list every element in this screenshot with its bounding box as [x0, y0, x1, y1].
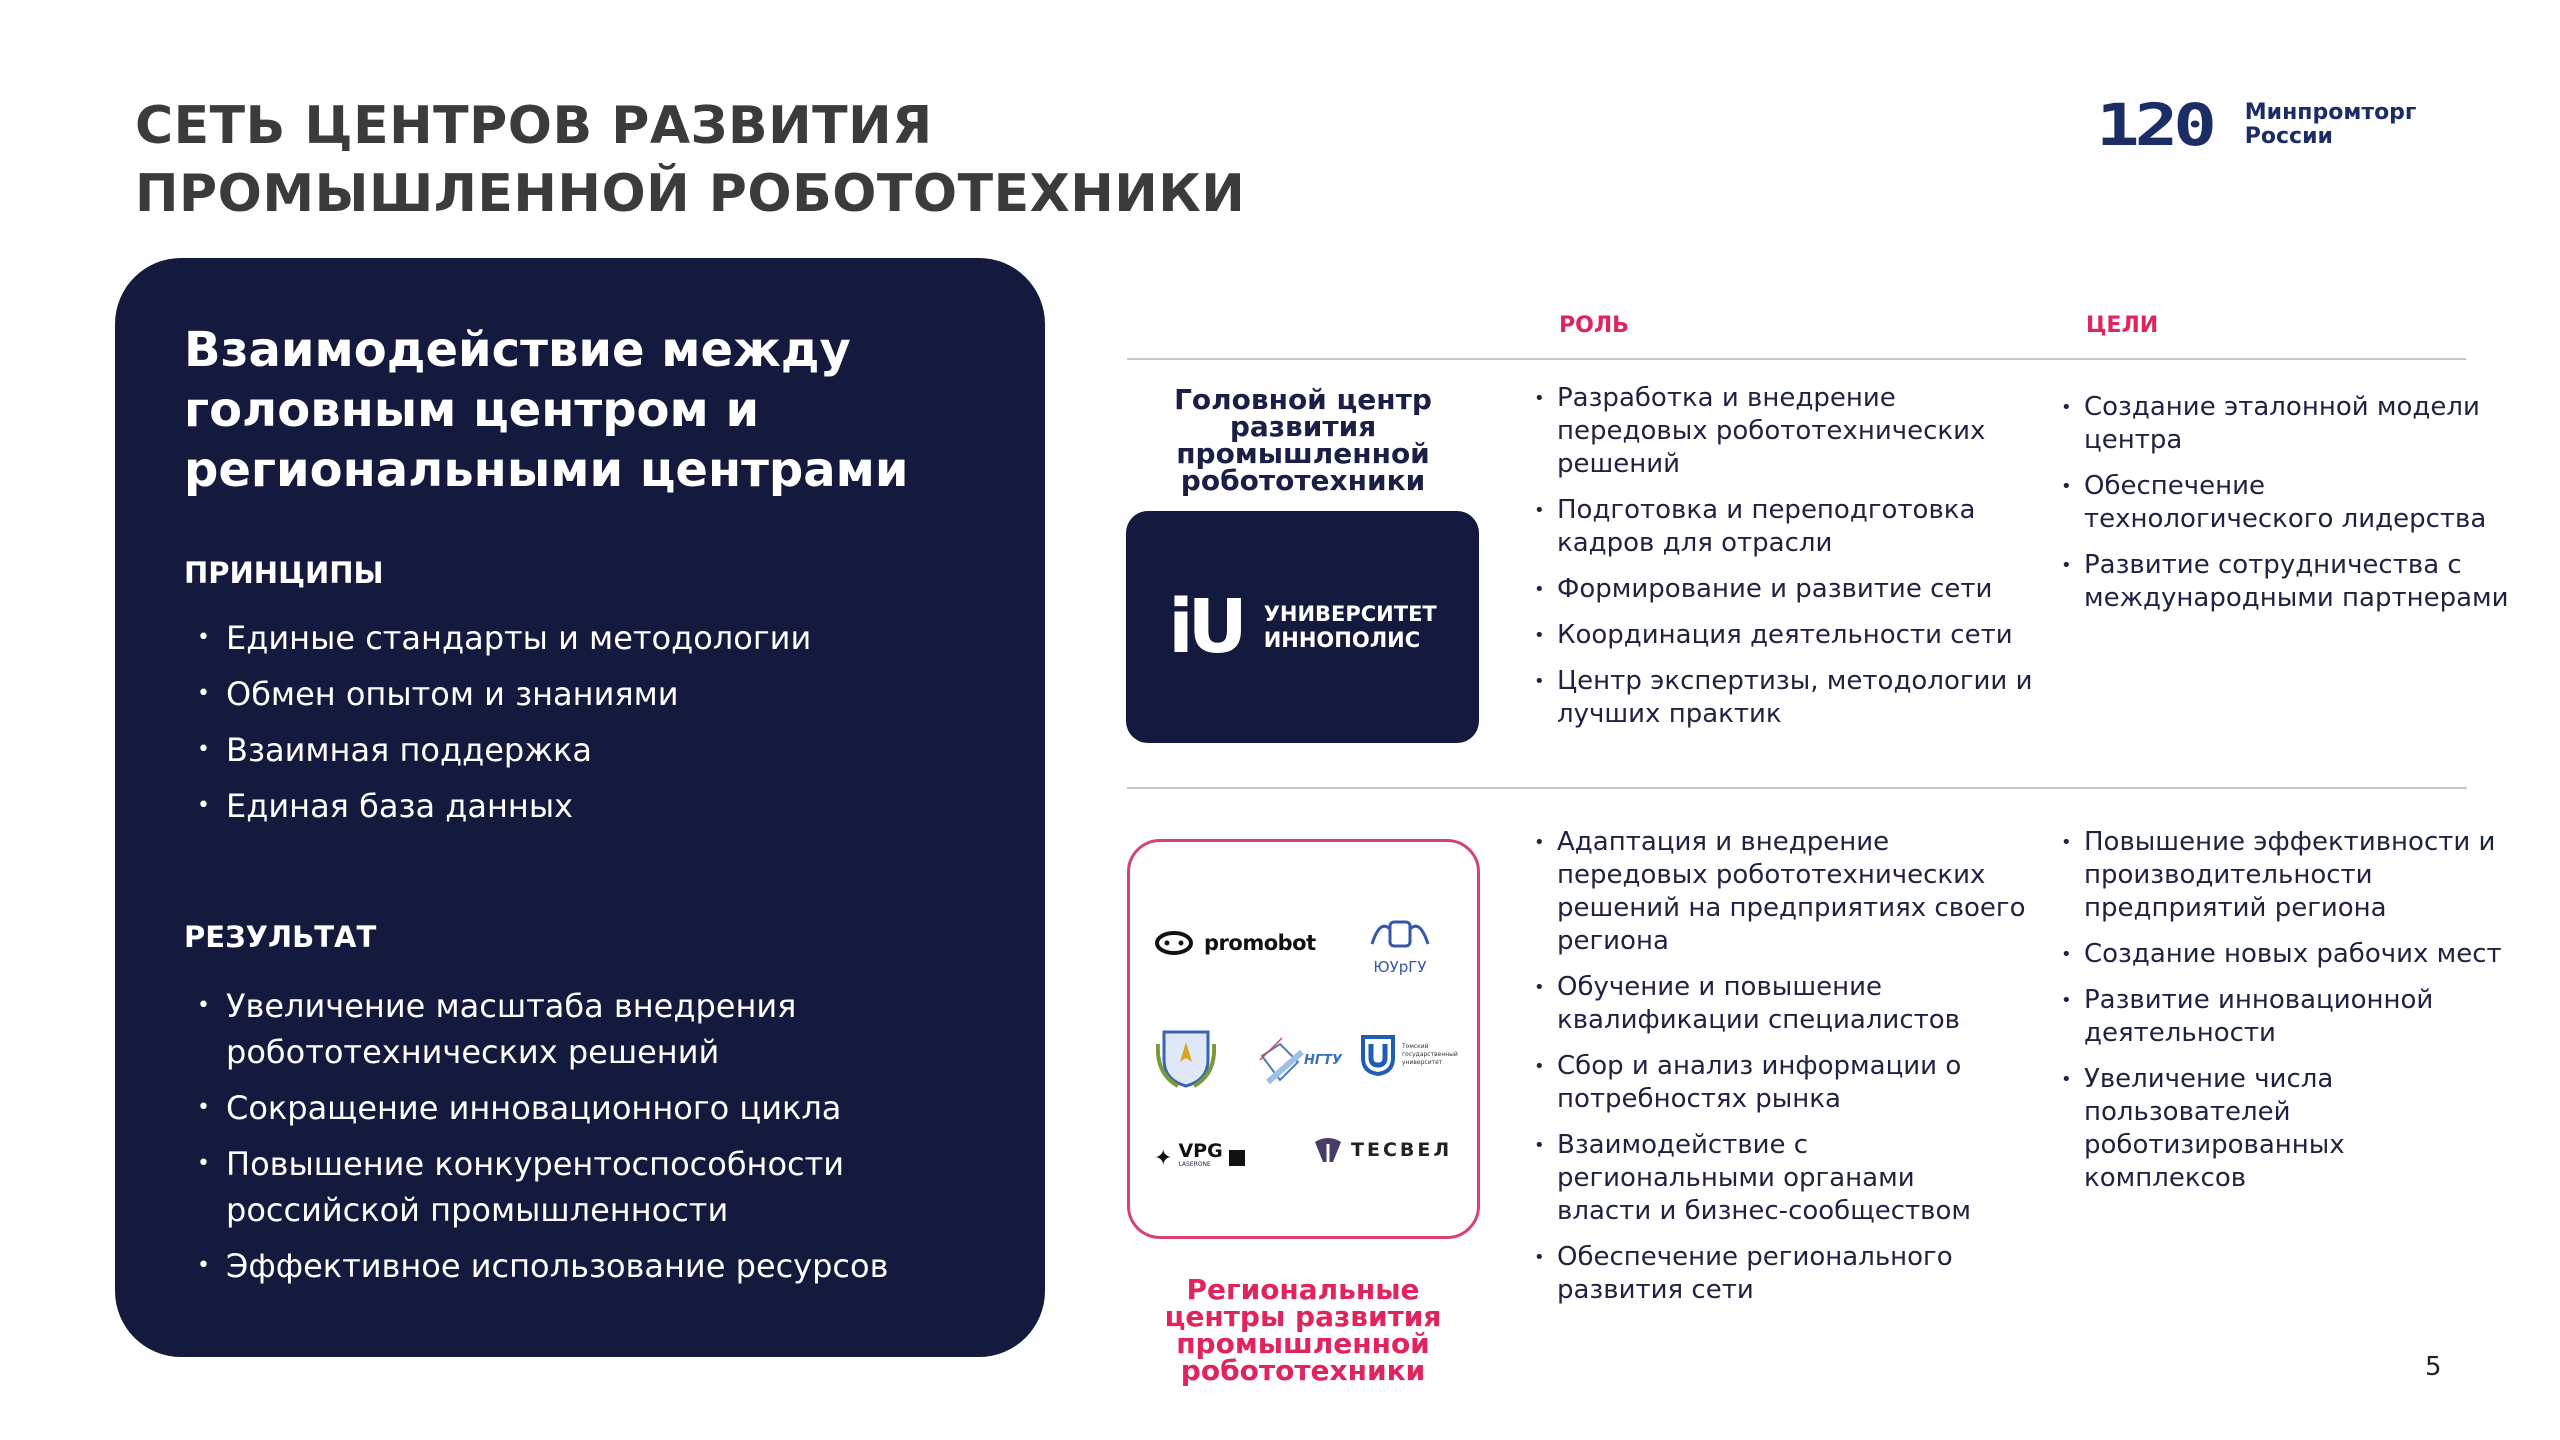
principles-list — [197, 615, 997, 839]
head-center-label: Головной центр развития промышленной робототехники — [1174, 383, 1432, 497]
susu-emblem-icon — [1370, 914, 1430, 954]
page-title — [135, 92, 1245, 228]
interaction-card — [115, 258, 1045, 1357]
vpg-subtext: LASERONE — [1178, 1161, 1211, 1168]
list-item: • Развитие инновационной деятельности — [2061, 984, 2531, 1050]
logo-text — [2245, 101, 2417, 149]
ngtu-emblem-icon — [1258, 1036, 1304, 1084]
list-item: • Взаимная поддержка — [197, 727, 997, 773]
divider — [1127, 787, 2467, 789]
list-item: • Подготовка и переподготовка кадров для отрасли — [1534, 494, 2044, 560]
regional-goals-list — [2061, 826, 2531, 1208]
column-header-role: РОЛЬ — [1559, 313, 1629, 338]
tsu-text: Томский государственный университет — [1402, 1043, 1458, 1066]
list-item: • Увеличение числа пользователей роботизированных комплексов — [2061, 1063, 2381, 1195]
list-item: • Единые стандарты и методологии — [197, 615, 997, 661]
innopolis-line-2: ИННОПОЛИС — [1263, 628, 1421, 652]
list-item: • Формирование и развитие сети — [1534, 573, 2044, 606]
regional-logos-box — [1127, 839, 1480, 1239]
logo-line-2: России — [2244, 124, 2333, 149]
promobot-face-icon — [1154, 930, 1194, 956]
list-item: • Сбор и анализ информации о потребностях рынка — [1534, 1050, 2044, 1116]
vpg-text: VPG — [1178, 1140, 1223, 1162]
principles-title: ПРИНЦИПЫ — [184, 556, 384, 590]
susu-logo — [1370, 914, 1430, 976]
title-line-2: ПРОМЫШЛЕННОЙ РОБОТОТЕХНИКИ — [135, 164, 1246, 224]
list-item: • Обучение и повышение квалификации специалистов — [1534, 971, 2044, 1037]
sofl-icon — [1229, 1150, 1245, 1166]
innopolis-text — [1264, 601, 1437, 653]
tesvel-text: ТЕСВЕЛ — [1351, 1139, 1453, 1161]
innopolis-line-1: УНИВЕРСИТЕТ — [1263, 602, 1437, 626]
results-title: РЕЗУЛЬТАТ — [184, 920, 377, 954]
tesvel-logo — [1313, 1136, 1452, 1164]
results-list — [197, 983, 917, 1299]
tsu-shield-icon — [1360, 1034, 1396, 1076]
list-item: • Создание новых рабочих мест — [2061, 938, 2531, 971]
list-item: • Обеспечение технологического лидерства — [2061, 470, 2521, 536]
list-item: • Обмен опытом и знаниями — [197, 671, 997, 717]
ngtu-text: НГТУ — [1304, 1052, 1343, 1068]
head-goals-list — [2061, 391, 2521, 628]
innopolis-mark: iU — [1168, 584, 1242, 670]
vpg-logo — [1154, 1140, 1245, 1172]
promobot-logo — [1154, 930, 1316, 956]
innopolis-logo — [1126, 511, 1479, 743]
star-icon: ✦ — [1154, 1145, 1173, 1171]
bmstu-coat-of-arms-icon — [1156, 1024, 1216, 1088]
list-item: • Создание эталонной модели центра — [2061, 391, 2521, 457]
list-item: • Единая база данных — [197, 783, 997, 829]
card-heading: Взаимодействие между головным центром и региональными центрами — [184, 322, 909, 498]
list-item: • Сокращение инновационного цикла — [197, 1085, 917, 1131]
list-item: • Развитие сотрудничества с международными партнерами — [2061, 549, 2521, 615]
title-line-1: СЕТЬ ЦЕНТРОВ РАЗВИТИЯ — [135, 96, 933, 156]
logo-line-1: Минпромторг — [2244, 100, 2417, 125]
promobot-text: promobot — [1204, 931, 1316, 955]
minpromtorg-logo — [2096, 91, 2417, 159]
list-item: • Эффективное использование ресурсов — [197, 1243, 917, 1289]
logo-number: 120 — [2096, 91, 2212, 159]
list-item: • Координация деятельности сети — [1534, 619, 2044, 652]
list-item: • Повышение эффективности и производительности предприятий региона — [2061, 826, 2531, 925]
page-number: 5 — [2425, 1352, 2442, 1382]
ngtu-logo — [1258, 1036, 1342, 1084]
list-item: • Взаимодействие с региональными органами власти и бизнес-сообществом — [1534, 1129, 1994, 1228]
list-item: • Разработка и внедрение передовых робототехнических решений — [1534, 382, 2044, 481]
list-item: • Увеличение масштаба внедрения робототехнических решений — [197, 983, 917, 1075]
regional-center-label: Региональные центры развития промышленной робототехники — [1164, 1273, 1442, 1387]
column-header-goals: ЦЕЛИ — [2086, 313, 2159, 338]
list-item: • Центр экспертизы, методологии и лучших практик — [1534, 665, 2044, 731]
regional-roles-list — [1534, 826, 2044, 1320]
tsu-logo — [1360, 1034, 1457, 1076]
list-item: • Повышение конкурентоспособности российской промышленности — [197, 1141, 917, 1233]
head-roles-list — [1534, 382, 2044, 744]
tesvel-mark-icon — [1313, 1136, 1343, 1164]
list-item: • Обеспечение регионального развития сети — [1534, 1241, 1994, 1307]
list-item: • Адаптация и внедрение передовых робототехнических решений на предприятиях своего региона — [1534, 826, 2044, 958]
susu-text: ЮУрГУ — [1373, 958, 1427, 976]
divider — [1127, 358, 2466, 360]
